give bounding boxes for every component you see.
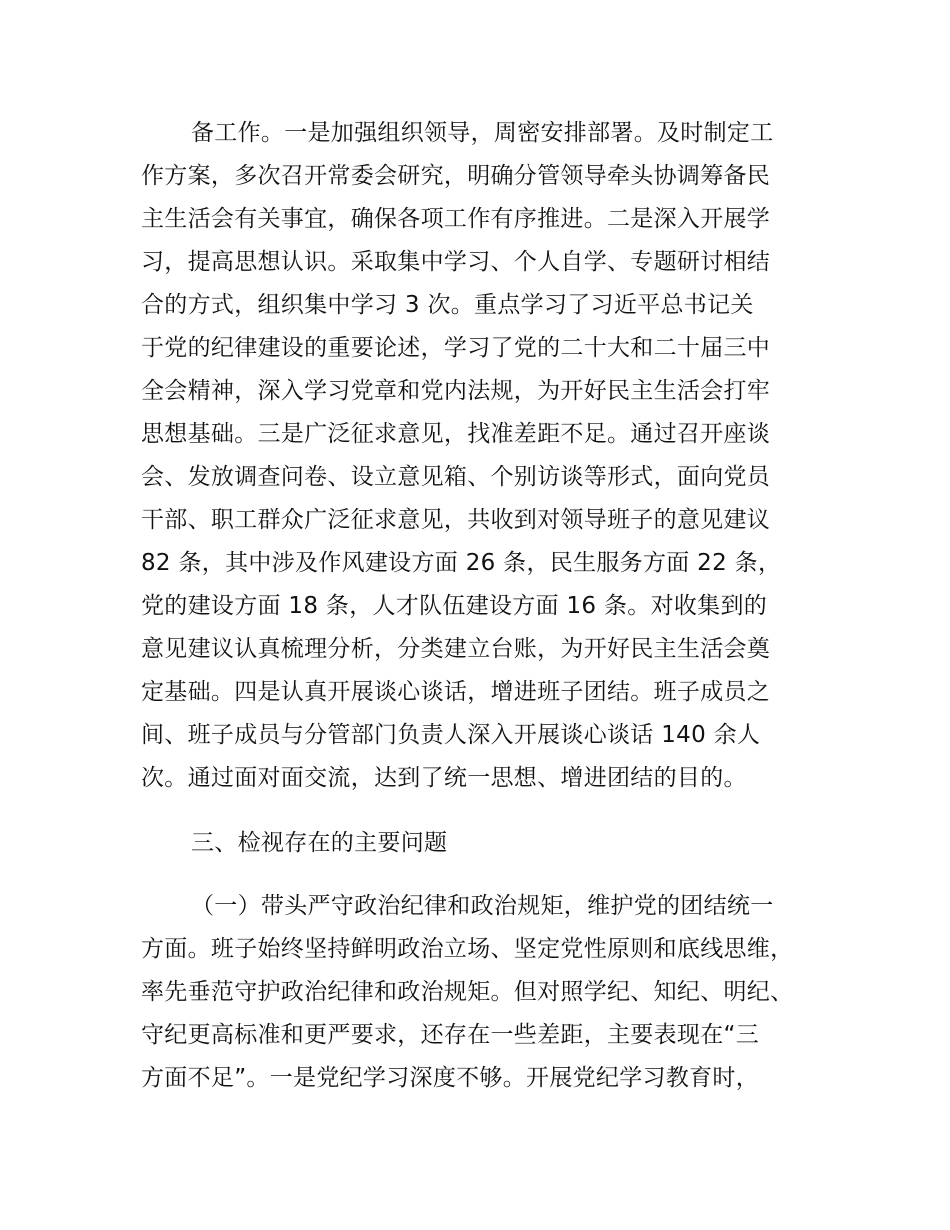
- paragraph-line: 主生活会有关事宜，确保各项工作有序推进。二是深入开展学: [141, 206, 771, 232]
- paragraph-line: 备工作。一是加强组织领导，周密安排部署。及时制定工: [191, 120, 774, 146]
- paragraph-line: 党的建设方面 18 条，人才队伍建设方面 16 条。对收集到的: [141, 593, 768, 619]
- paragraph-line: 作方案，多次召开常委会研究，明确分管领导牵头协调筹备民: [141, 163, 771, 189]
- paragraph-line: 会、发放调查问卷、设立意见箱、个别访谈等形式，面向党员: [141, 464, 771, 490]
- paragraph-line: 间、班子成员与分管部门负责人深入开展谈心谈话 140 余人: [141, 722, 761, 748]
- section-heading: 三、检视存在的主要问题: [191, 830, 448, 856]
- paragraph-line: 思想基础。三是广泛征求意见，找准差距不足。通过召开座谈: [141, 421, 771, 447]
- paragraph-line: 合的方式，组织集中学习 3 次。重点学习了习近平总书记关: [141, 292, 754, 318]
- paragraph-line: 方面。班子始终坚持鲜明政治立场、坚定党性原则和底线思维，: [141, 936, 794, 962]
- paragraph-line: 干部、职工群众广泛征求意见，共收到对领导班子的意见建议: [141, 507, 771, 533]
- paragraph-line: 全会精神，深入学习党章和党内法规，为开好民主生活会打牢: [141, 378, 771, 404]
- paragraph-line: 习，提高思想认识。采取集中学习、个人自学、专题研讨相结: [141, 249, 771, 275]
- paragraph-line: 意见建议认真梳理分析，分类建立台账，为开好民主生活会奠: [141, 636, 771, 662]
- paragraph-line: 次。通过面对面交流，达到了统一思想、增进团结的目的。: [141, 765, 747, 791]
- paragraph-line: 守纪更高标准和更严要求，还存在一些差距，主要表现在“三: [141, 1022, 760, 1048]
- paragraph-line: 方面不足”。一是党纪学习深度不够。开展党纪学习教育时，: [141, 1065, 760, 1091]
- paragraph-line: 率先垂范守护政治纪律和政治规矩。但对照学纪、知纪、明纪、: [141, 979, 794, 1005]
- paragraph-line: 定基础。四是认真开展谈心谈话，增进班子团结。班子成员之: [141, 679, 771, 705]
- paragraph-line: 82 条，其中涉及作风建设方面 26 条，民生服务方面 22 条，: [141, 550, 782, 576]
- paragraph-line: （一）带头严守政治纪律和政治规矩，维护党的团结统一: [191, 893, 774, 919]
- paragraph-line: 于党的纪律建设的重要论述，学习了党的二十大和二十届三中: [141, 335, 771, 361]
